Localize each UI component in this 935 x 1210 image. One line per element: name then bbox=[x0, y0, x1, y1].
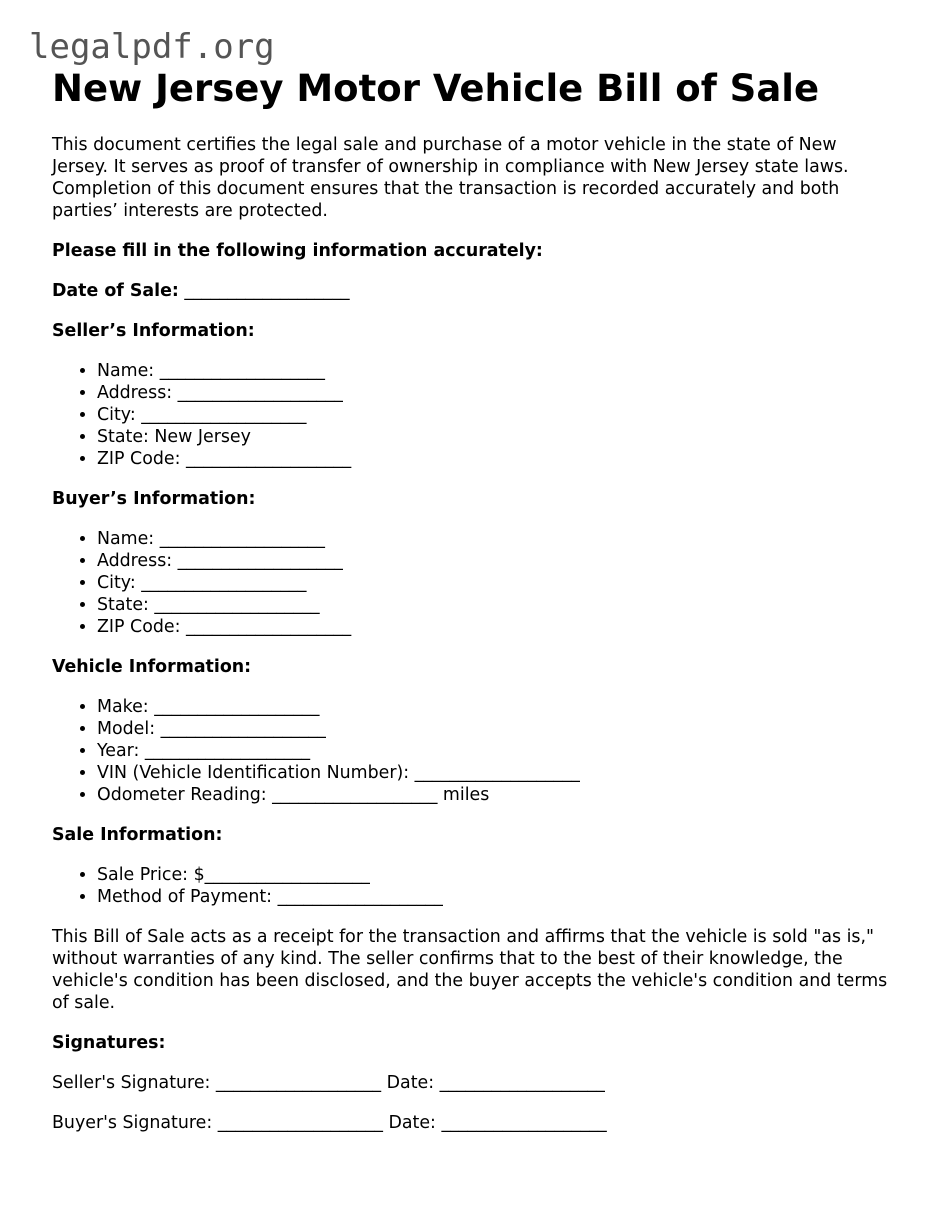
seller-name-field[interactable]: • Name: ___________________ bbox=[97, 360, 892, 382]
vehicle-heading: Vehicle Information: bbox=[52, 657, 252, 677]
vehicle-list bbox=[52, 696, 892, 806]
date-of-sale-blank[interactable]: ___________________ bbox=[178, 281, 350, 301]
sale-heading: Sale Information: bbox=[52, 825, 223, 845]
buyer-heading: Buyer’s Information: bbox=[52, 489, 256, 509]
watermark-logo: legalpdf.org bbox=[29, 27, 275, 67]
vehicle-make-field[interactable]: • Make: ___________________ bbox=[97, 696, 892, 718]
vehicle-year-field[interactable]: • Year: ___________________ bbox=[97, 740, 892, 762]
vehicle-odometer-field[interactable]: • Odometer Reading: ___________________ miles bbox=[97, 784, 892, 806]
buyer-city-field[interactable]: • City: ___________________ bbox=[97, 572, 892, 594]
vehicle-model-field[interactable]: • Model: ___________________ bbox=[97, 718, 892, 740]
seller-city-field[interactable]: • City: ___________________ bbox=[97, 404, 892, 426]
date-of-sale-label: Date of Sale: bbox=[52, 281, 179, 301]
date-of-sale-line bbox=[52, 280, 892, 302]
sale-list bbox=[52, 864, 892, 908]
sale-price-field[interactable]: • Sale Price: $___________________ bbox=[97, 864, 892, 886]
buyer-list bbox=[52, 528, 892, 638]
seller-address-field[interactable]: • Address: ___________________ bbox=[97, 382, 892, 404]
buyer-signature-line[interactable]: Buyer's Signature: ___________________ Date: ___________________ bbox=[52, 1113, 607, 1133]
seller-list bbox=[52, 360, 892, 470]
disclaimer-paragraph: This Bill of Sale acts as a receipt for the transaction and affirms that the vehicle is sold "as is," without warranties of any kind. The seller confirms that to the best of their knowledge, the vehicle's condition has been disclosed, and the buyer accepts the vehicle's condition and terms of sale. bbox=[52, 927, 888, 1013]
seller-signature-line[interactable]: Seller's Signature: ___________________ Date: ___________________ bbox=[52, 1073, 605, 1093]
buyer-address-field[interactable]: • Address: ___________________ bbox=[97, 550, 892, 572]
payment-method-field[interactable]: • Method of Payment: ___________________ bbox=[97, 886, 892, 908]
signatures-heading: Signatures: bbox=[52, 1033, 166, 1053]
buyer-state-field[interactable]: • State: ___________________ bbox=[97, 594, 892, 616]
document-title: New Jersey Motor Vehicle Bill of Sale bbox=[52, 67, 820, 110]
instruction-text: Please fill in the following information accurately: bbox=[52, 241, 543, 261]
buyer-name-field[interactable]: • Name: ___________________ bbox=[97, 528, 892, 550]
document-body bbox=[52, 66, 892, 1134]
seller-state-field: • State: New Jersey bbox=[97, 426, 892, 448]
seller-heading: Seller’s Information: bbox=[52, 321, 255, 341]
buyer-zip-field[interactable]: • ZIP Code: ___________________ bbox=[97, 616, 892, 638]
vehicle-vin-field[interactable]: • VIN (Vehicle Identification Number): ___________________ bbox=[97, 762, 892, 784]
seller-zip-field[interactable]: • ZIP Code: ___________________ bbox=[97, 448, 892, 470]
intro-paragraph: This document certifies the legal sale and purchase of a motor vehicle in the state of New Jersey. It serves as proof of transfer of ownership in compliance with New Jersey state laws. Completion of this document ensures that the transaction is recorded accurately and both parties’ interests are protected. bbox=[52, 135, 849, 221]
